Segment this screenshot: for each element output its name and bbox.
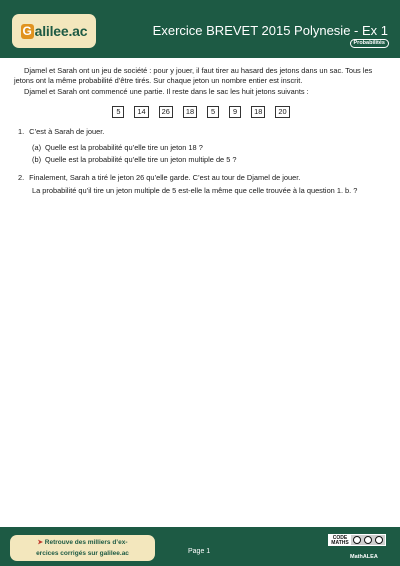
sub-label: (a) <box>32 142 42 152</box>
exercise-title: Exercice BREVET 2015 Polynesie - Ex 1 <box>152 23 388 38</box>
question-number: 2. <box>18 173 25 183</box>
question-number: 1. <box>18 127 25 137</box>
sub-text: Quelle est la probabilité qu’elle tire un jeton 18 ? <box>45 142 203 152</box>
cc-icon <box>353 536 361 544</box>
promo-line-2: ercices corrigés sur galilee.ac <box>36 550 129 557</box>
intro-paragraph-2: Djamel et Sarah ont commencé une partie. Il reste dans le sac les huit jetons suivants : <box>24 86 309 96</box>
sa-icon <box>375 536 383 544</box>
page-number: Page 1 <box>188 548 211 555</box>
promo-box[interactable] <box>10 535 155 561</box>
sub-text: Quelle est la probabilité qu’elle tire un jeton multiple de 5 ? <box>45 155 237 165</box>
topic-tag: Probabilités <box>350 39 389 48</box>
intro-paragraph-1: Djamel et Sarah ont un jeu de société : pour y jouer, il faut tirer au hasard des jetons dans un sac. Tous les jetons ont la même probabilité d’être tirés. Sur chaque jeton un nombre entier est inscrit. <box>14 66 373 86</box>
question-2-continuation: La probabilité qu’il tire un jeton multiple de 5 est-elle la même que celle trouvée à la question 1. b. ? <box>32 185 358 195</box>
token: 18 <box>251 106 265 118</box>
token-list <box>14 106 388 118</box>
page-footer <box>0 527 400 566</box>
question-1 <box>14 127 388 137</box>
rocket-icon: ➤ <box>37 539 43 546</box>
token: 5 <box>207 106 219 118</box>
page-header <box>0 0 400 58</box>
galilee-logo[interactable] <box>12 14 96 48</box>
by-icon <box>364 536 372 544</box>
cc-license-badge[interactable] <box>328 534 386 546</box>
promo-line-1: Retrouve des milliers d’ex- <box>44 539 128 546</box>
question-1b <box>14 155 388 165</box>
question-text: Finalement, Sarah a tiré le jeton 26 qu’elle garde. C’est au tour de Djamel de jouer. <box>29 173 301 183</box>
token: 5 <box>112 106 124 118</box>
brand-name: MathALEA <box>350 554 378 560</box>
logo-text: alilee.ac <box>34 23 88 39</box>
token: 20 <box>275 106 289 118</box>
question-1a <box>14 143 388 153</box>
sub-label: (b) <box>32 155 42 165</box>
token: 14 <box>134 106 148 118</box>
logo-g-icon: G <box>22 24 32 38</box>
exercise-content <box>14 66 388 196</box>
question-2 <box>14 173 388 183</box>
question-text: C’est à Sarah de jouer. <box>29 127 105 137</box>
token: 18 <box>183 106 197 118</box>
cc-label: CODE MATHS <box>329 535 351 545</box>
token: 9 <box>229 106 241 118</box>
token: 26 <box>159 106 173 118</box>
